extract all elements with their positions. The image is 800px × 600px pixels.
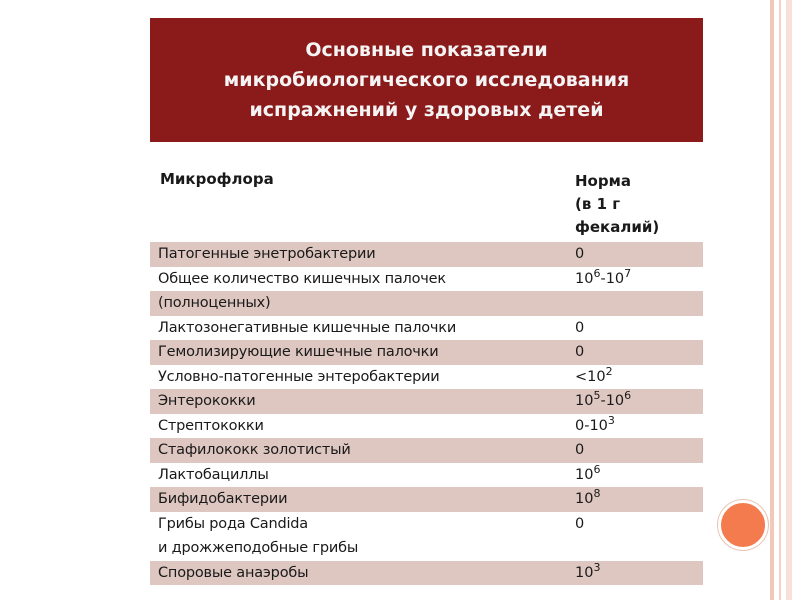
table-row [150,389,703,414]
cell-microflora: Бифидобактерии [158,491,288,507]
cell-norm [568,291,703,316]
norm-base: 0 [575,344,585,360]
cell-microflora: Патогенные энетробактерии [158,246,376,262]
cell-microflora: Лактозонегативные кишечные палочки [158,319,457,336]
cell-microflora: Гемолизирующие кишечные палочки [158,344,439,360]
decor-stripe [786,0,792,600]
cell-norm [568,242,703,267]
slide-title: Основные показатели микробиологического исследования испражнений у здоровых детей [223,39,630,121]
cell-norm [568,316,703,341]
norm-base: 0 [575,515,585,532]
cell-norm [568,438,703,463]
norm-base: 0 [575,246,585,262]
norm-base: 0 [575,442,585,458]
cell-norm [568,463,703,488]
column-header-microflora: Микрофлора [160,170,274,188]
table-row [150,512,703,561]
decor-circle [718,500,768,550]
decor-stripe [770,0,774,600]
norm-exponent: 6 [593,266,601,280]
table-row [150,463,703,488]
column-header-norm: Норма (в 1 г фекалий) [575,172,660,236]
norm-exponent: 3 [607,413,615,427]
table-row [150,438,703,463]
cell-microflora: Стафилококк золотистый [158,442,351,458]
table-row [150,487,703,512]
table-header [150,160,703,242]
cell-microflora: Споровые анаэробы [158,564,309,581]
microflora-table [150,160,703,585]
table-row [150,414,703,439]
norm-base: 10 [605,393,625,409]
cell-norm [568,340,703,365]
table-body [150,242,703,585]
norm-exponent: 5 [593,389,601,402]
norm-base: 0-10 [575,417,608,434]
cell-norm [568,267,703,292]
table-row [150,242,703,267]
norm-separator: - [600,270,606,287]
table-row [150,340,703,365]
norm-base: 10 [575,491,594,507]
decor-stripe [779,0,781,600]
norm-base: 0 [575,319,585,336]
cell-microflora: Стрептококки [158,417,264,434]
cell-microflora: Лактобациллы [158,466,269,483]
cell-norm [568,487,703,512]
norm-exponent: 7 [624,266,632,280]
table-row [150,365,703,390]
norm-exponent: 3 [593,560,601,574]
norm-base: <10 [575,368,606,385]
cell-norm [568,389,703,414]
table-row [150,561,703,586]
cell-microflora: Энтерококки [158,393,256,409]
cell-norm [568,414,703,439]
cell-norm [568,512,703,561]
norm-base: 10 [575,466,594,483]
cell-norm [568,561,703,586]
table-row [150,267,703,292]
norm-base: 10 [575,393,594,409]
norm-base: 10 [605,270,625,287]
norm-exponent: 6 [624,389,632,402]
cell-microflora: (полноценных) [158,295,271,311]
cell-microflora: Грибы рода Candida и дрожжеподобные грибы [158,515,359,556]
norm-exponent: 8 [593,487,601,500]
cell-norm [568,365,703,390]
title-banner [150,18,703,142]
table-row [150,316,703,341]
cell-microflora: Условно-патогенные энтеробактерии [158,368,440,385]
norm-exponent: 2 [605,364,613,378]
norm-base: 10 [575,270,594,287]
cell-microflora: Общее количество кишечных палочек [158,270,446,287]
table-row [150,291,703,316]
norm-separator: - [600,393,606,409]
norm-base: 10 [575,564,594,581]
norm-exponent: 6 [593,462,601,476]
